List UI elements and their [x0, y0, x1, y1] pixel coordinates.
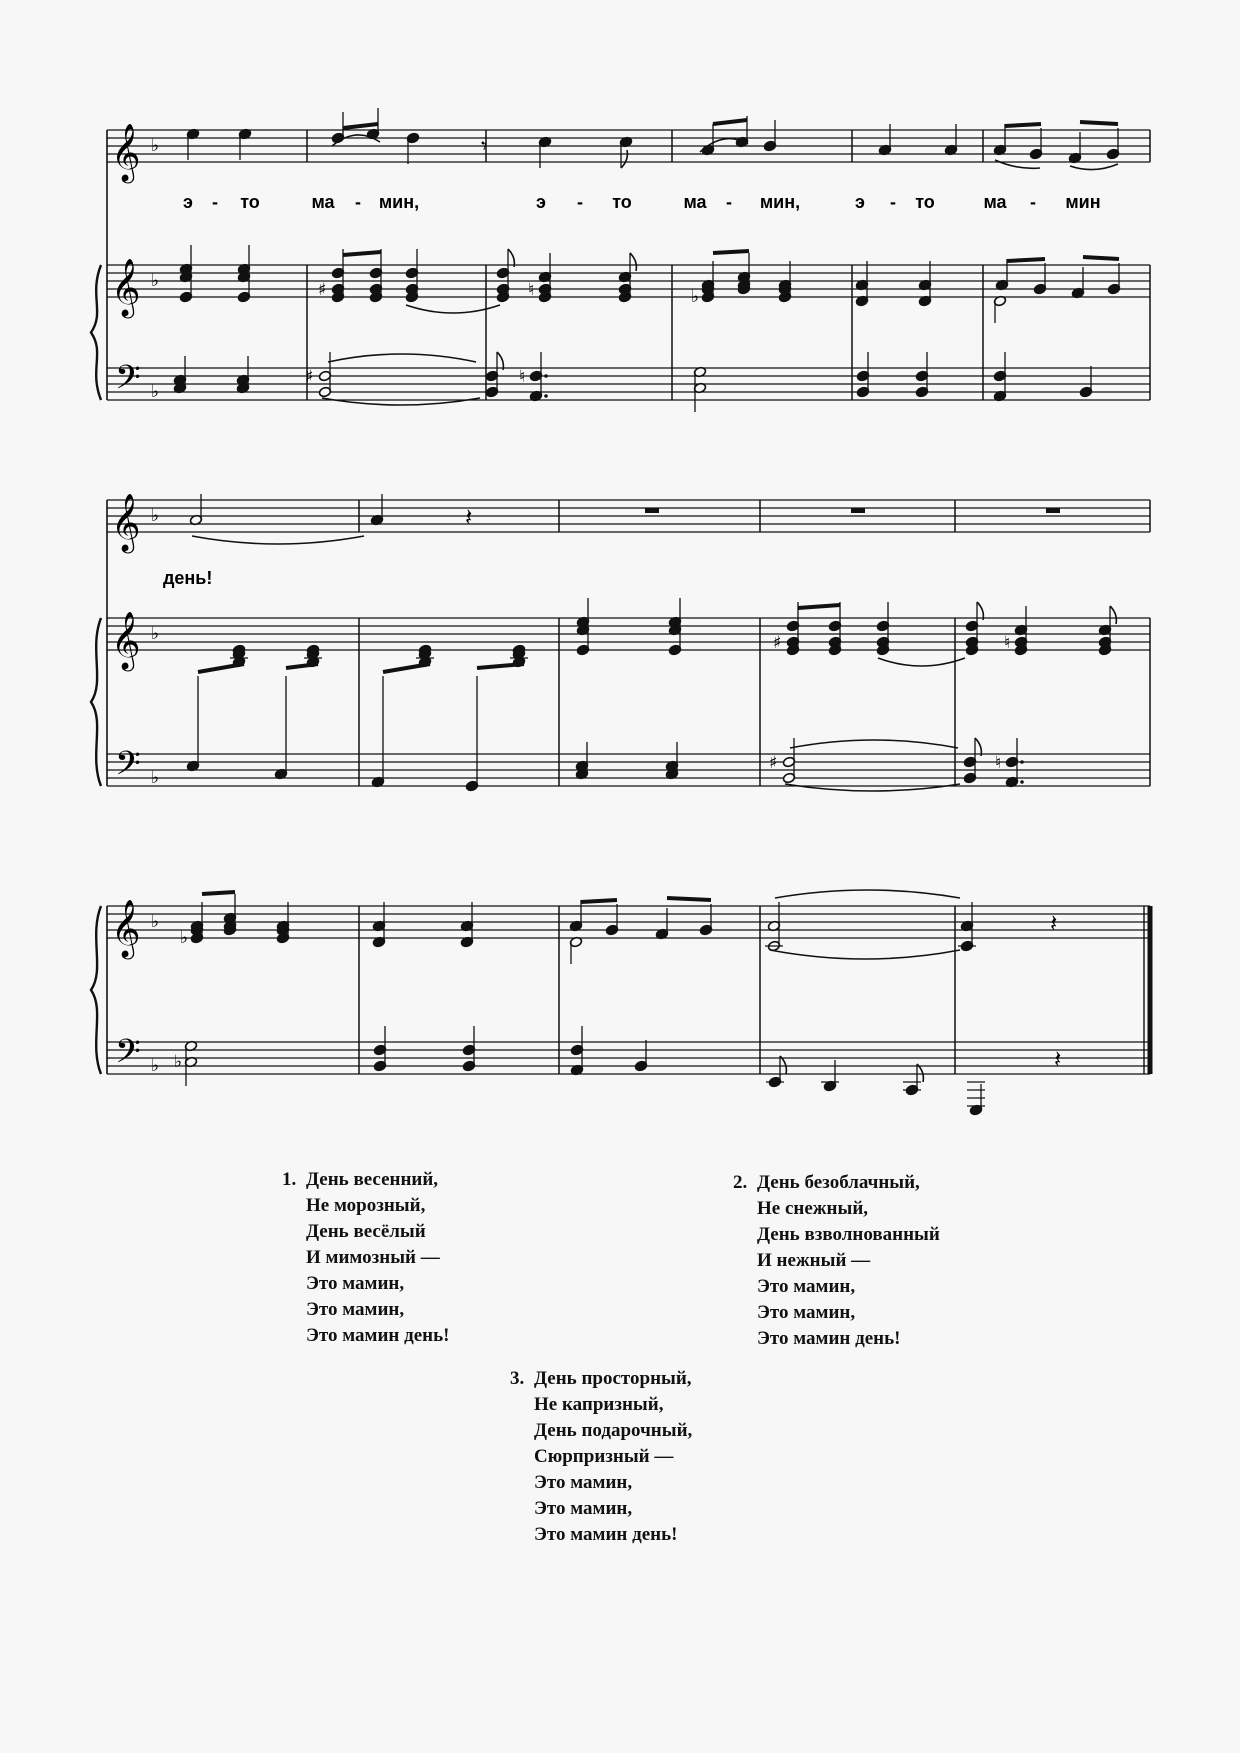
lyric-syllable: мин, [378, 192, 420, 212]
lyric-syllable: - [890, 192, 896, 212]
staff-brace [91, 265, 101, 400]
beam [198, 664, 244, 672]
lyric-syllable: то [915, 192, 935, 212]
beam [798, 605, 840, 608]
verse-2-line-4: И нежный — [757, 1250, 871, 1271]
tie-slur [1070, 164, 1118, 170]
note-flag [497, 352, 503, 370]
beam [477, 664, 524, 668]
note-flag [508, 249, 514, 267]
lyric-syllable: то [612, 192, 632, 212]
whole-rest [1046, 508, 1060, 513]
staff-brace [91, 906, 101, 1074]
treble-clef: 𝄞 [111, 123, 141, 181]
quarter-rest: 𝄽 [465, 503, 473, 531]
whole-rest [645, 508, 659, 513]
quarter-rest: 𝄽 [1054, 1045, 1062, 1073]
lyric-syllable: - [355, 192, 361, 212]
tie-slur [328, 354, 476, 362]
lyric-syllable: ма [983, 192, 1007, 212]
verse-1-line-1: 1. День весенний, [282, 1169, 439, 1190]
verse-2-line-5: Это мамин, [757, 1276, 856, 1297]
treble-clef: 𝄞 [111, 611, 141, 669]
note-flag [780, 1056, 786, 1074]
verse-3-line-6: Это мамин, [534, 1498, 633, 1519]
eighth-rest: 𝄾 [481, 132, 488, 160]
treble-clef: 𝄞 [111, 258, 141, 316]
verse-1-line-6: Это мамин, [306, 1299, 405, 1320]
lyric-syllable: то [240, 192, 260, 212]
piano-treble-staff-3 [107, 906, 1150, 938]
sharp-sign: ♯ [305, 367, 314, 387]
verse-1 [282, 1167, 449, 1349]
tie-slur [770, 950, 960, 959]
sharp-sign: ♯ [318, 280, 327, 300]
lyric-syllable: - [726, 192, 732, 212]
verse-3-line-1: 3. День просторный, [510, 1368, 692, 1389]
lyric-syllable: ма [311, 192, 335, 212]
verse-1-line-4: И мимозный — [306, 1247, 440, 1268]
augmentation-dot [544, 374, 548, 378]
lyric-syllable: э [536, 192, 546, 212]
note-flag [975, 738, 981, 756]
tie-slur [878, 658, 965, 666]
beam [202, 892, 235, 894]
key-signature-flat: ♭ [151, 271, 160, 291]
quarter-rest: 𝄽 [1050, 909, 1058, 937]
key-signature-flat: ♭ [151, 624, 160, 644]
treble-clef: 𝄞 [111, 899, 141, 957]
verse-3-line-5: Это мамин, [534, 1472, 633, 1493]
verse-2-line-1: 2. День безоблачный, [733, 1172, 920, 1193]
natural-sign: ♮ [995, 753, 1002, 773]
note-flag [630, 253, 636, 271]
natural-sign: ♮ [528, 280, 535, 300]
tie-slur [995, 160, 1040, 168]
beam [1083, 257, 1119, 259]
bass-clef: 𝄢 [115, 359, 141, 405]
beam [581, 900, 617, 902]
verse-3 [510, 1366, 692, 1548]
lyric-syllable: э [183, 192, 193, 212]
verse-2-line-3: День взволнованный [757, 1224, 940, 1245]
beam [1005, 124, 1041, 126]
beam [286, 664, 318, 668]
beam [713, 120, 747, 124]
lyric-syllable: - [1030, 192, 1036, 212]
verse-3-line-4: Сюрпризный — [534, 1446, 674, 1467]
key-signature-flat: ♭ [151, 136, 160, 156]
lyric-syllable: мин [1065, 192, 1101, 212]
bass-clef: 𝄢 [115, 745, 141, 791]
verse-3-line-7: Это мамин день! [534, 1524, 678, 1545]
tie-slur [790, 740, 958, 748]
piano-bass-staff-3 [107, 1042, 1150, 1074]
beam [1080, 122, 1118, 124]
note-flag [621, 150, 627, 168]
note-flag [917, 1064, 923, 1082]
key-signature-flat: ♭ [151, 768, 160, 788]
sharp-sign: ♯ [769, 753, 778, 773]
tie-slur [775, 890, 960, 898]
sharp-sign: ♯ [773, 633, 782, 653]
tie-slur [192, 536, 364, 544]
lyric-syllable: мин, [759, 192, 801, 212]
note-flag [1110, 606, 1116, 624]
piano-bass-staff-1 [107, 368, 1150, 400]
beam [383, 664, 430, 672]
piano-treble-staff-2 [107, 618, 1150, 650]
verse-1-line-2: Не морозный, [306, 1195, 426, 1216]
note-flag [977, 602, 983, 620]
augmentation-dot [1020, 780, 1024, 784]
verse-2-line-2: Не снежный, [757, 1198, 869, 1219]
verse-3-line-2: Не капризный, [534, 1394, 664, 1415]
lyric-syllable: - [212, 192, 218, 212]
key-signature-flat: ♭ [151, 1056, 160, 1076]
verse-2-line-6: Это мамин, [757, 1302, 856, 1323]
natural-sign: ♮ [1004, 633, 1011, 653]
verse-2 [733, 1170, 940, 1352]
bass-clef: 𝄢 [115, 1033, 141, 1079]
key-signature-flat: ♭ [151, 506, 160, 526]
flat-sign: ♭ [174, 1052, 183, 1072]
beam [1007, 259, 1045, 261]
whole-rest [851, 508, 865, 513]
flat-sign: ♭ [691, 287, 700, 307]
augmentation-dot [544, 394, 548, 398]
beam [713, 251, 749, 253]
voice-staff-2 [107, 500, 1150, 532]
lyric-syllable: э [855, 192, 865, 212]
flat-sign: ♭ [180, 928, 189, 948]
verse-1-line-5: Это мамин, [306, 1273, 405, 1294]
treble-clef: 𝄞 [111, 493, 141, 551]
beam [667, 898, 711, 900]
tie-slur [322, 398, 480, 405]
key-signature-flat: ♭ [151, 912, 160, 932]
lyric-syllable: - [577, 192, 583, 212]
beam [343, 252, 381, 255]
verse-2-line-7: Это мамин день! [757, 1328, 901, 1349]
lyric-syllable: ма [683, 192, 707, 212]
tie-slur [785, 784, 960, 791]
lyric-syllable: день! [163, 568, 213, 588]
augmentation-dot [1020, 760, 1024, 764]
natural-sign: ♮ [519, 367, 526, 387]
verse-1-line-3: День весёлый [306, 1221, 426, 1242]
verse-1-line-7: Это мамин день! [306, 1325, 450, 1346]
key-signature-flat: ♭ [151, 382, 160, 402]
verse-3-line-3: День подарочный, [534, 1420, 693, 1441]
piano-bass-staff-2 [107, 754, 1150, 786]
beam [343, 124, 378, 128]
staff-brace [91, 618, 101, 786]
